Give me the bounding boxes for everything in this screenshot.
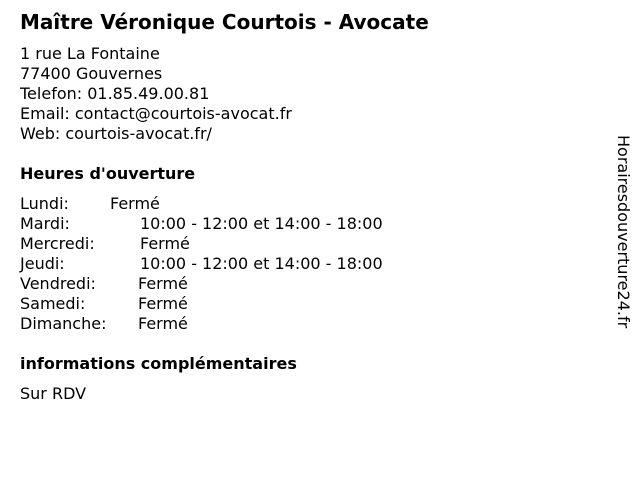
email-address: Email: contact@courtois-avocat.fr <box>20 104 292 123</box>
phone-number: Telefon: 01.85.49.00.81 <box>20 84 210 103</box>
website-address: Web: courtois-avocat.fr/ <box>20 124 212 143</box>
hours-row-tuesday <box>20 214 460 234</box>
day-hours: Fermé <box>138 294 188 313</box>
hours-row-saturday <box>20 294 460 314</box>
hours-row-friday <box>20 274 460 294</box>
day-hours: 10:00 - 12:00 et 14:00 - 18:00 <box>140 254 383 273</box>
opening-hours-heading: Heures d'ouverture <box>20 164 196 183</box>
hours-row-monday <box>20 194 460 214</box>
address-city: 77400 Gouvernes <box>20 64 163 83</box>
day-label: Jeudi: <box>20 254 65 273</box>
address-street: 1 rue La Fontaine <box>20 44 160 63</box>
day-label: Mardi: <box>20 214 70 233</box>
hours-row-sunday <box>20 314 460 334</box>
day-label: Samedi: <box>20 294 86 313</box>
day-hours: Fermé <box>138 314 188 333</box>
day-label: Vendredi: <box>20 274 96 293</box>
day-hours: 10:00 - 12:00 et 14:00 - 18:00 <box>140 214 383 233</box>
day-hours: Fermé <box>110 194 160 213</box>
hours-row-wednesday <box>20 234 460 254</box>
day-hours: Fermé <box>140 234 190 253</box>
additional-info-heading: informations complémentaires <box>20 354 297 373</box>
additional-info-text: Sur RDV <box>20 384 87 403</box>
site-watermark: Horairesdouverture24.fr <box>614 135 633 329</box>
hours-row-thursday <box>20 254 460 274</box>
business-name: Maître Véronique Courtois - Avocate <box>20 10 429 34</box>
day-label: Dimanche: <box>20 314 107 333</box>
day-hours: Fermé <box>138 274 188 293</box>
day-label: Lundi: <box>20 194 69 213</box>
day-label: Mercredi: <box>20 234 95 253</box>
